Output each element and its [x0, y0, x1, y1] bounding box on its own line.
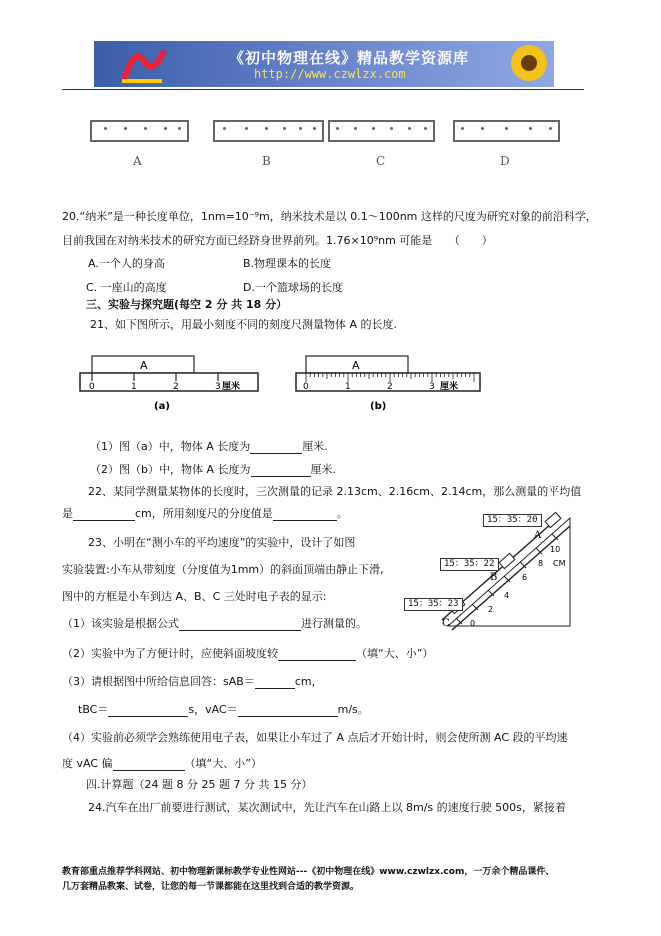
- q23-blank-slope[interactable]: [278, 647, 356, 661]
- clock-b: 15：35：22: [440, 558, 499, 571]
- q22-blank-1[interactable]: [73, 507, 135, 521]
- q23-line2: 实验装置:小车从带刻度（分度值为1mm）的斜面顶端由静止下滑,: [62, 563, 384, 576]
- tape-strip-c: [328, 120, 435, 142]
- q24-line1: 24.汽车在出厂前要进行测试，某次测试中，先让汽车在山路上以 8m/s 的速度行驶 500s，紧接着: [88, 801, 566, 814]
- scale-8: 8: [538, 559, 544, 568]
- q22-line1: 22、某同学测量某物体的长度时，三次测量的记录 2.13cm、2.16cm、2.14cm，那么测量的平均值: [88, 485, 582, 498]
- q21-answer-1: （1）图（a）中，物体 A 长度为 厘米.: [90, 440, 328, 453]
- header-rule: [62, 89, 584, 90]
- q20-option-b: B.物理课本的长度: [243, 257, 332, 270]
- q20-line2: 目前我国在对纳米技术的研究方面已经跻身世界前列。1.76×10⁹nm 可能是 （ ）: [62, 234, 493, 247]
- fig-label-d: D: [500, 154, 510, 168]
- q23-step-1: （1）该实验是根据公式 进行测量的。: [62, 617, 367, 630]
- fig-label-b: B: [262, 154, 271, 168]
- section-3-heading: 三、实验与探究题(每空 2 分 共 18 分）: [86, 298, 288, 311]
- q23-step-4-line2: 度 vAC 偏 （填“大、小”）: [62, 757, 262, 770]
- point-a-label: A: [534, 530, 542, 541]
- footer-line1: 教育部重点推荐学科网站、初中物理新课标教学专业性网站---《初中物理在线》www.czwlzx.com，一万余个精品课件、: [62, 867, 555, 877]
- q21-answer-2: （2）图（b）中，物体 A 长度为 厘米.: [90, 463, 336, 476]
- scale-0: 0: [470, 619, 476, 628]
- q20-option-c: C. 一座山的高度: [86, 281, 167, 294]
- ruler-figure-b: [294, 354, 494, 416]
- ruler-a-tick-3: 3: [215, 382, 221, 392]
- ruler-b-caption: (b): [370, 401, 387, 412]
- q23-step-4-line1: （4）实验前必须学会熟练使用电子表，如果让小车过了 A 点后才开始计时，则会使所测 AC 段的平均速: [62, 731, 568, 744]
- clock-a: 15：35：20: [483, 514, 542, 527]
- scale-6: 6: [522, 573, 528, 582]
- q22-line2: 是 cm，所用刻度尺的分度值是 。: [62, 507, 348, 520]
- q23-step-3: （3）请根据图中所给信息回答：sAB＝ cm，: [62, 675, 323, 688]
- ruler-b-tick-1: 1: [345, 382, 351, 392]
- fig-label-a: A: [133, 154, 142, 168]
- q21-blank-1[interactable]: [250, 440, 302, 454]
- q23-blank-vac[interactable]: [238, 703, 338, 717]
- ruler-a-block-label: A: [140, 359, 148, 372]
- q23-step-2: （2）实验中为了方便计时，应使斜面坡度较 （填“大、小”）: [62, 647, 434, 660]
- ruler-b-block-label: A: [352, 359, 360, 372]
- ruler-b-tick-0: 0: [303, 382, 309, 392]
- scale-4: 4: [504, 591, 510, 600]
- q21-stem: 21、如下图所示，用最小刻度不同的刻度尺测量物体 A 的长度.: [90, 318, 398, 331]
- q21-blank-2[interactable]: [251, 463, 311, 477]
- section-4-heading: 四.计算题（24 题 8 分 25 题 7 分 共 15 分）: [86, 778, 313, 791]
- banner-title: 《初中物理在线》精品教学资源库: [229, 49, 470, 67]
- q23-line1: 23、小明在“测小车的平均速度”的实验中，设计了如图: [88, 536, 356, 549]
- q23-step-3b: tBC＝ s，vAC＝ m/s。: [78, 703, 369, 716]
- q20-option-d: D.一个篮球场的长度: [243, 281, 343, 294]
- tape-strip-a: [90, 120, 189, 142]
- ruler-a-unit: 厘米: [222, 382, 241, 392]
- ruler-b-tick-2: 2: [387, 382, 393, 392]
- q23-blank-formula[interactable]: [179, 617, 301, 631]
- point-c-label: C: [442, 618, 450, 629]
- banner-url: http://www.czwlzx.com: [254, 67, 406, 81]
- scale-2: 2: [488, 605, 494, 614]
- q23-blank-tbc[interactable]: [108, 703, 188, 717]
- tape-strip-b: [213, 120, 324, 142]
- fig-label-c: C: [376, 154, 386, 168]
- q23-blank-sab[interactable]: [255, 675, 295, 689]
- q23-blank-vac-bias[interactable]: [113, 757, 185, 771]
- sunflower-icon: [494, 41, 554, 87]
- cart-at-b: [499, 553, 515, 568]
- tape-strip-d: [453, 120, 560, 142]
- footer-line2: 几万套精品教案、试卷，让您的每一节课都能在这里找到合适的教学资源。: [62, 882, 360, 892]
- scale-unit: CM: [553, 559, 566, 568]
- ruler-a-tick-0: 0: [89, 382, 95, 392]
- cart-at-a: [545, 512, 561, 527]
- ruler-a-tick-1: 1: [131, 382, 137, 392]
- clock-c: 15：35：23: [404, 598, 463, 611]
- logo-icon: [114, 41, 174, 87]
- ruler-b-unit: 厘米: [440, 382, 459, 392]
- q20-option-a: A.一个人的身高: [88, 257, 165, 270]
- ruler-figure-a: [78, 354, 268, 416]
- ruler-a-caption: (a): [154, 401, 170, 412]
- ruler-b-tick-3: 3: [429, 382, 435, 392]
- point-b-label: B: [490, 572, 498, 583]
- header-banner: [94, 41, 554, 87]
- q20-line1: 20.“纳米”是一种长度单位，1nm=10⁻⁹m，纳米技术是以 0.1～100nm 这样的尺度为研究对象的前沿科学，: [62, 210, 597, 223]
- q23-line3: 图中的方框是小车到达 A、B、C 三处时电子表的显示:: [62, 590, 327, 603]
- scale-10: 10: [550, 545, 561, 554]
- q22-blank-2[interactable]: [273, 507, 337, 521]
- ruler-a-tick-2: 2: [173, 382, 179, 392]
